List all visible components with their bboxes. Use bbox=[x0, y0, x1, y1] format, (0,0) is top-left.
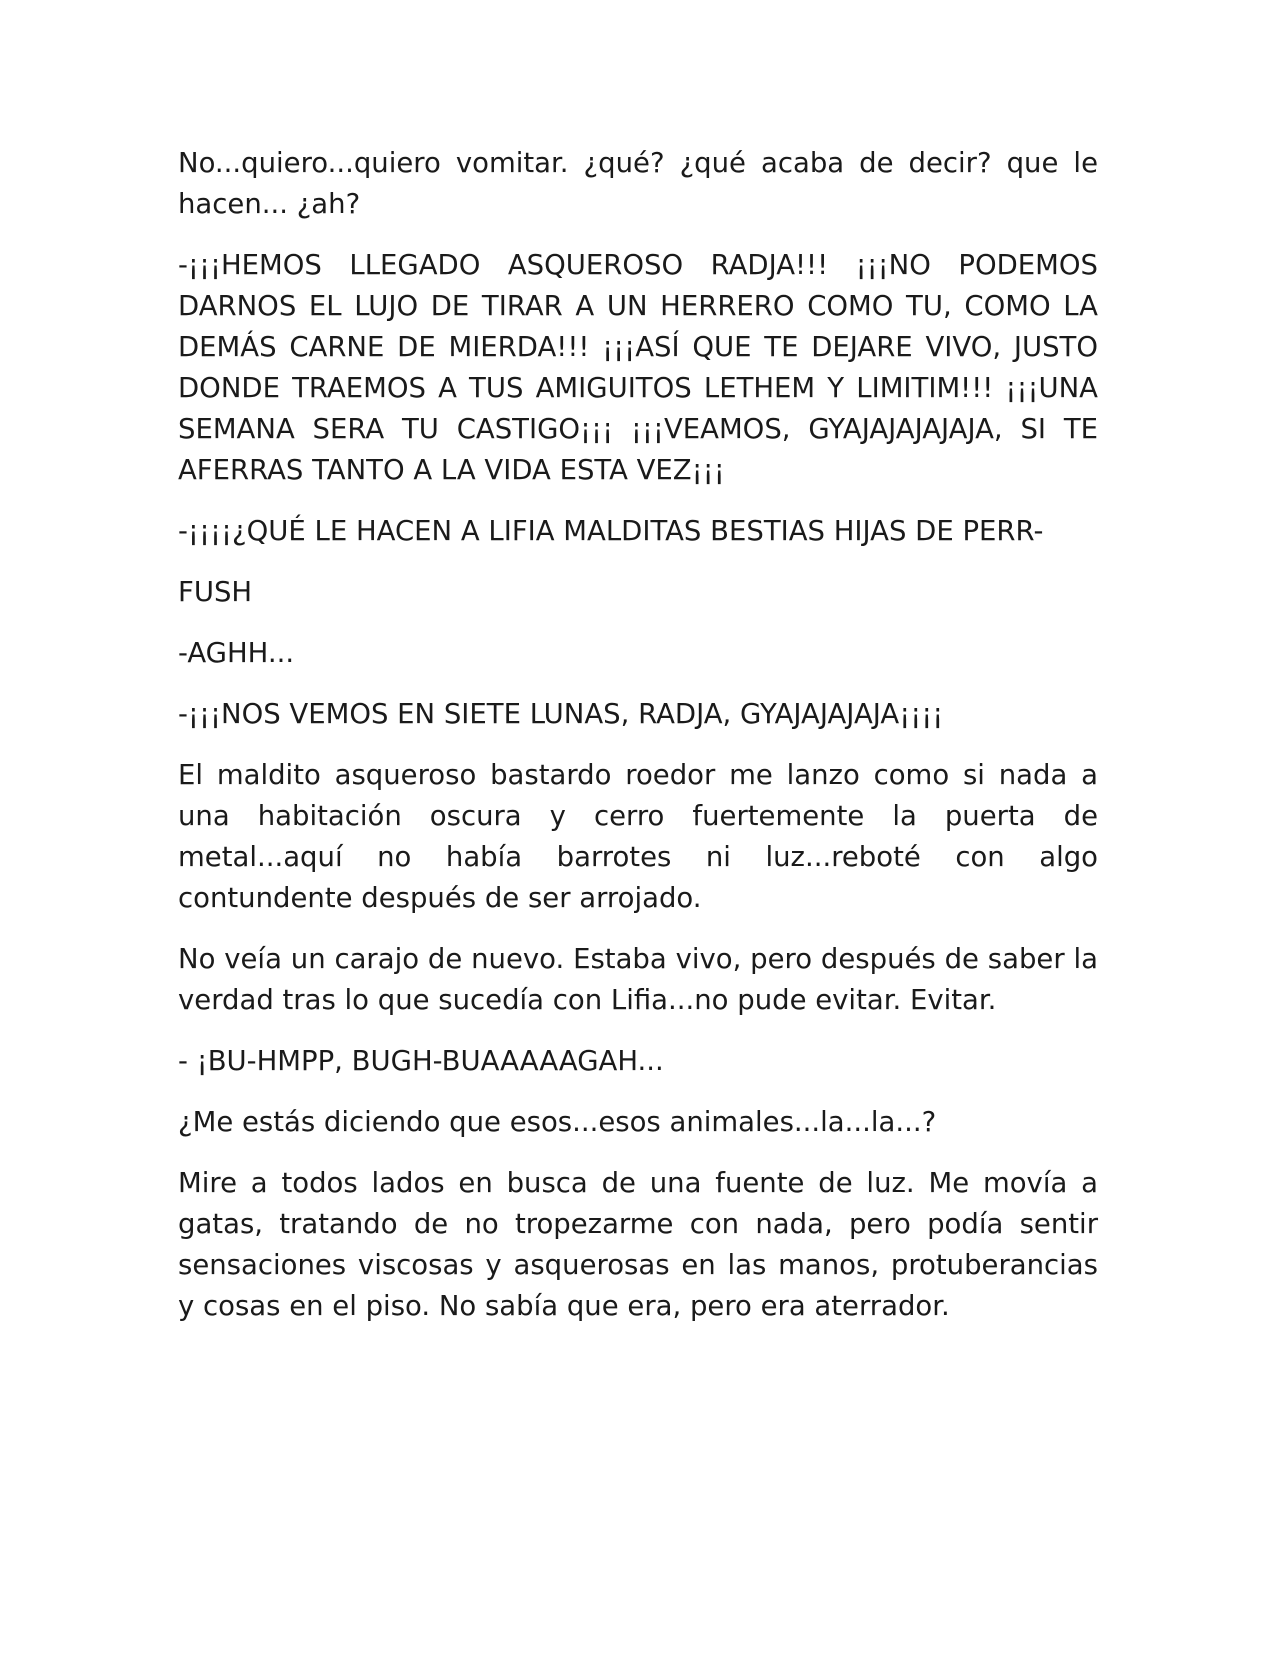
paragraph-2: -¡¡¡HEMOS LLEGADO ASQUEROSO RADJA!!! ¡¡¡NO PODEMOS DARNOS EL LUJO DE TIRAR A UN HERRERO COMO TU, COMO LA DEMÁS CARNE DE MIERDA!!! ¡¡¡ASÍ QUE TE DEJARE VIVO, JUSTO DONDE TRAEMOS A TUS AMIGUITOS LETHEM Y LIMITIM!!! ¡¡¡UNA SEMANA SERA TU CASTIGO¡¡¡ ¡¡¡VEAMOS, GYAJAJAJAJAJA, SI TE AFERRAS TANTO A LA VIDA ESTA VEZ¡¡¡ bbox=[178, 249, 1098, 486]
paragraph-6: -¡¡¡NOS VEMOS EN SIETE LUNAS, RADJA, GYAJAJAJAJA¡¡¡¡ bbox=[178, 698, 944, 730]
paragraph-8: No veía un carajo de nuevo. Estaba vivo, pero después de saber la verdad tras lo que sucedía con Lifia...no pude evitar. Evitar. bbox=[178, 943, 1098, 1016]
paragraph-3: -¡¡¡¡¿QUÉ LE HACEN A LIFIA MALDITAS BESTIAS HIJAS DE PERR- bbox=[178, 515, 1044, 547]
paragraph-9: - ¡BU-HMPP, BUGH-BUAAAAAGAH... bbox=[178, 1045, 664, 1077]
document-body bbox=[178, 143, 1098, 1347]
paragraph-5: -AGHH... bbox=[178, 637, 295, 669]
paragraph-10: ¿Me estás diciendo que esos...esos animales...la...la...? bbox=[178, 1106, 937, 1138]
paragraph-4: FUSH bbox=[178, 576, 253, 608]
paragraph-11: Mire a todos lados en busca de una fuente de luz. Me movía a gatas, tratando de no tropezarme con nada, pero podía sentir sensaciones viscosas y asquerosas en las manos, protuberancias y cosas en el piso. No sabía que era, pero era aterrador. bbox=[178, 1167, 1098, 1322]
paragraph-7: El maldito asqueroso bastardo roedor me lanzo como si nada a una habitación oscura y cerro fuertemente la puerta de metal...aquí no había barrotes ni luz...reboté con algo contundente después de ser arrojado. bbox=[178, 759, 1098, 914]
paragraph-1: No...quiero...quiero vomitar. ¿qué? ¿qué acaba de decir? que le hacen... ¿ah? bbox=[178, 147, 1098, 220]
